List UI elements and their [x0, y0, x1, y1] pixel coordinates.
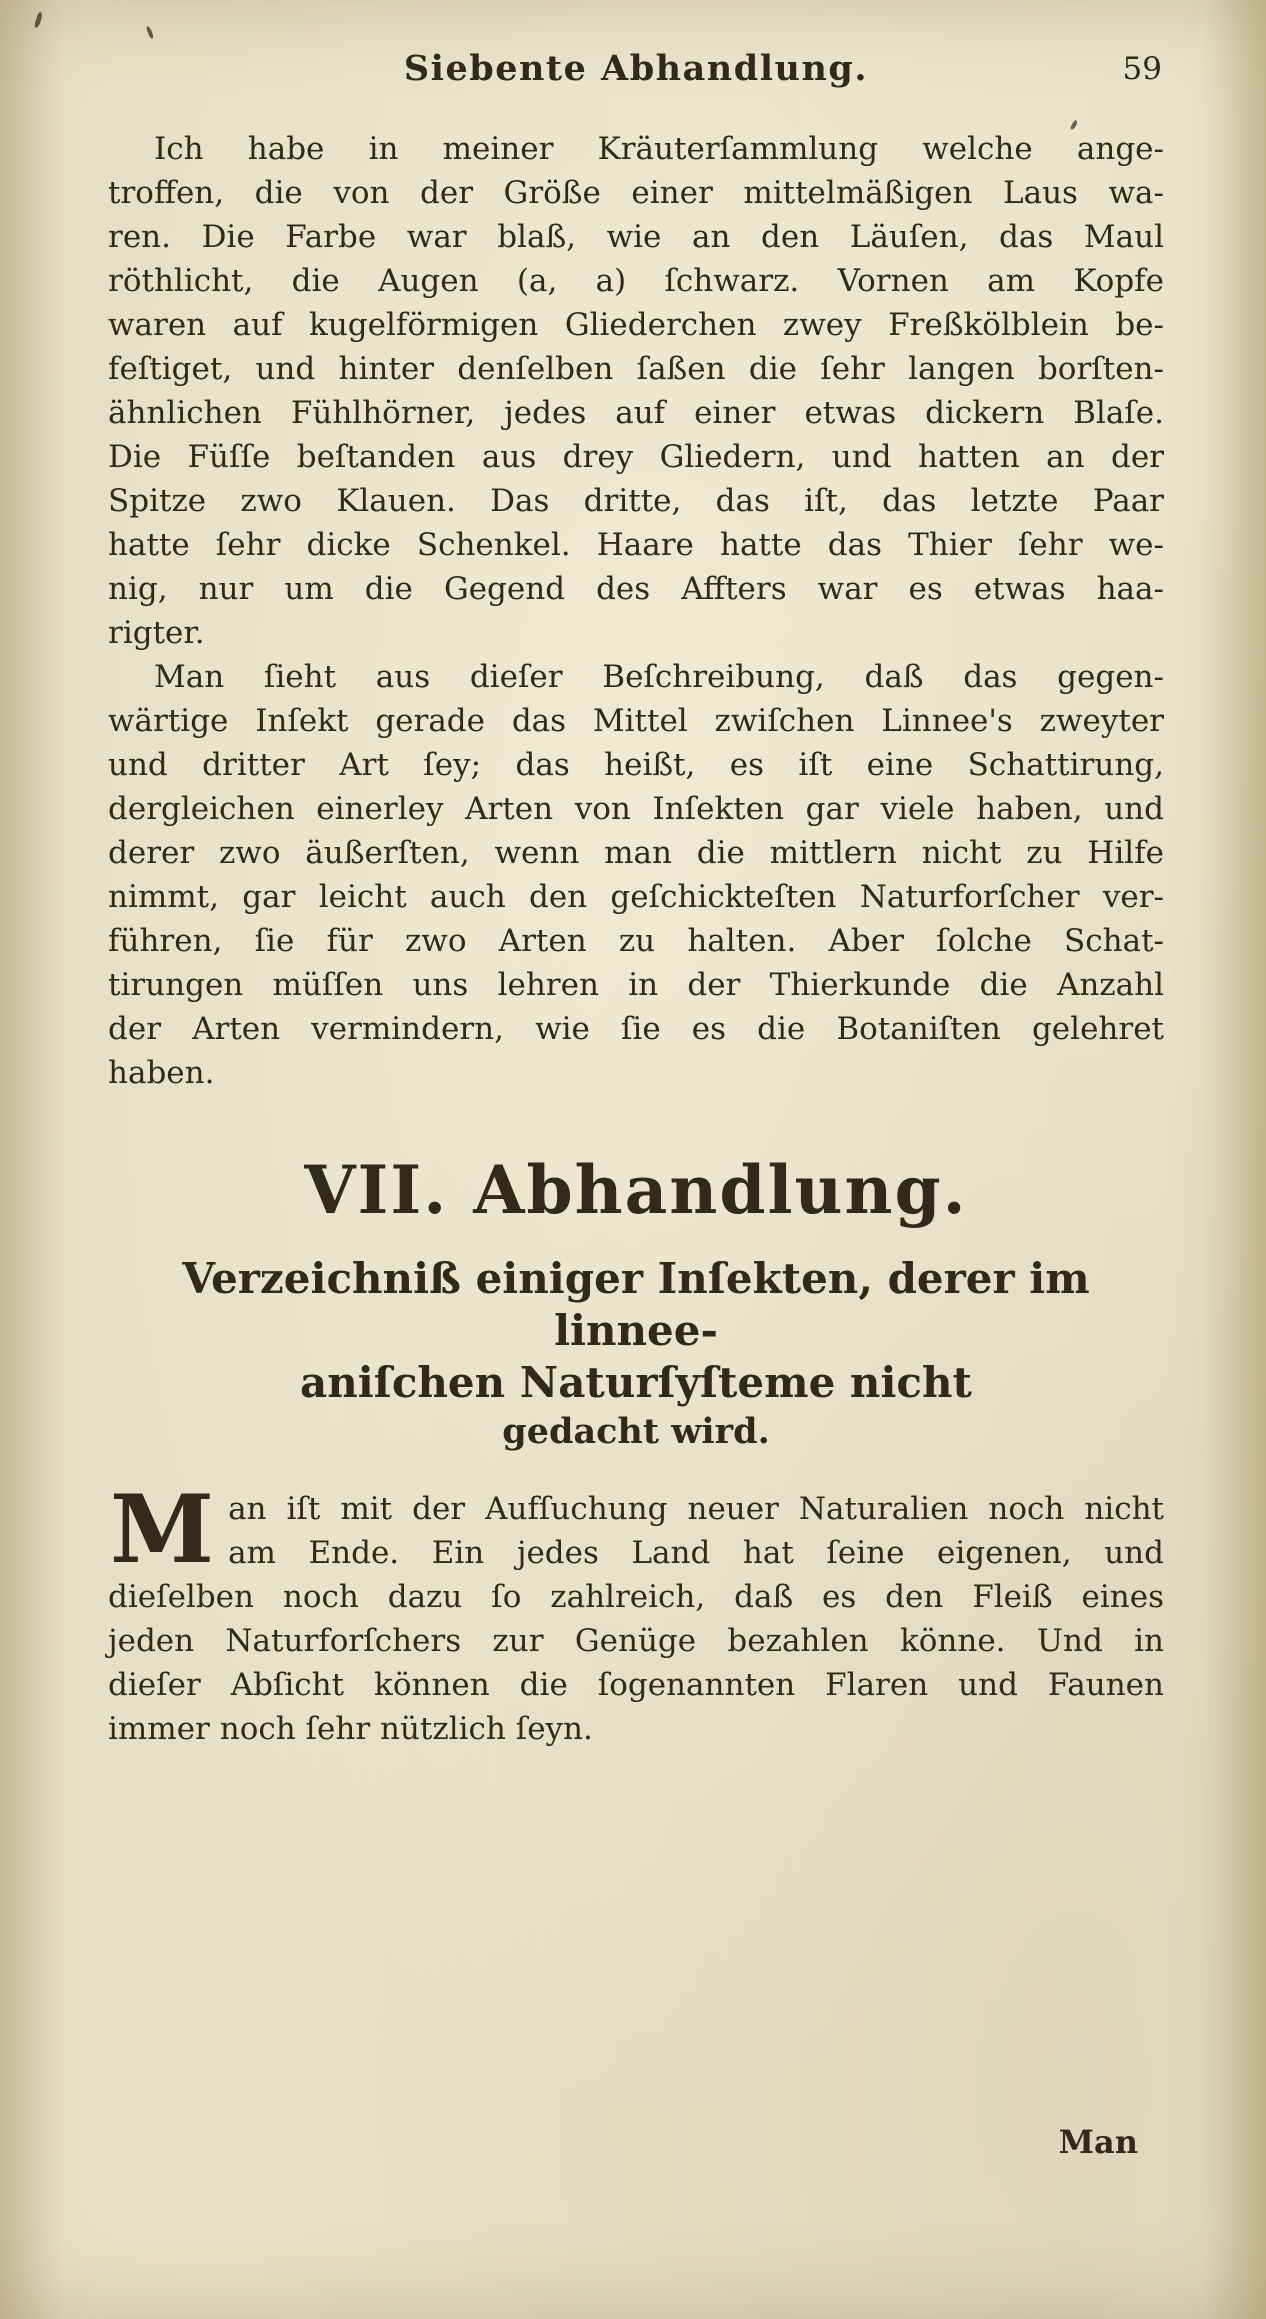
text-line: dergleichen einerley Arten von Inſekten gar viele haben, und [108, 791, 1164, 827]
text-line: gedacht wird. [502, 1411, 770, 1452]
text-line: dieſelben noch dazu ſo zahlreich, daß es den Fleiß eines [108, 1579, 1164, 1615]
text-line: aniſchen Naturſyſteme nicht [300, 1358, 972, 1407]
text-line: dieſer Abſicht können die ſogenannten Flaren und Faunen [108, 1667, 1164, 1703]
paragraph-1 [108, 127, 1164, 655]
text-line: ähnlichen Fühlhörner, jedes auf einer etwas dickern Blaſe. [108, 395, 1164, 431]
text-line: ren. Die Farbe war blaß, wie an den Läuſen, das Maul [108, 219, 1164, 255]
text-line: an iſt mit der Aufſuchung neuer Naturalien noch nicht [228, 1491, 1164, 1527]
ink-speck [34, 12, 44, 29]
page-number: 59 [1122, 51, 1162, 87]
page-header [108, 48, 1164, 89]
text-line: nimmt, gar leicht auch den geſchickteſten Naturforſcher ver- [108, 879, 1164, 915]
text-line: Ich habe in meiner Kräuterſammlung welche ange- [154, 131, 1164, 167]
ink-speck [146, 26, 155, 40]
text-line: und dritter Art ſey; das heißt, es iſt eine Schattirung, [108, 747, 1164, 783]
running-title: Siebente Abhandlung. [403, 48, 869, 89]
text-line: Spitze zwo Klauen. Das dritte, das iſt, das letzte Paar [108, 483, 1164, 519]
paragraph-3-text [108, 1475, 1164, 1751]
section-subheading [108, 1253, 1164, 1455]
text-line: nig, nur um die Gegend des Affters war es etwas haa- [108, 571, 1164, 607]
text-line: waren auf kugelförmigen Gliederchen zwey Freßkölblein be- [108, 307, 1164, 343]
text-line: immer noch ſehr nützlich ſeyn. [108, 1711, 593, 1747]
text-line: Man ſieht aus dieſer Beſchreibung, daß das gegen- [154, 659, 1164, 695]
text-line: hatte ſehr dicke Schenkel. Haare hatte das Thier ſehr we- [108, 527, 1164, 563]
text-line: wärtige Inſekt gerade das Mittel zwiſchen Linnee's zweyter [108, 703, 1164, 739]
text-line: haben. [108, 1055, 215, 1091]
text-line: derer zwo äußerſten, wenn man die mittlern nicht zu Hilfe [108, 835, 1164, 871]
text-line: am Ende. Ein jedes Land hat ſeine eigenen, und [228, 1535, 1164, 1571]
text-line: Die Füſſe beſtanden aus drey Gliedern, und hatten an der [108, 439, 1164, 475]
text-line: tirungen müſſen uns lehren in der Thierkunde die Anzahl [108, 967, 1164, 1003]
catchword: Man [1058, 2123, 1138, 2161]
text-line: jeden Naturforſchers zur Genüge bezahlen könne. Und in [108, 1623, 1164, 1659]
text-line: rigter. [108, 615, 205, 651]
paragraph-2 [108, 655, 1164, 1095]
paragraph-3 [108, 1475, 1164, 1751]
section-heading: VII. Abhandlung. [304, 1151, 968, 1229]
page-body [108, 127, 1164, 1751]
text-line: führen, ſie für zwo Arten zu halten. Aber ſolche Schat- [108, 923, 1164, 959]
text-line: der Arten vermindern, wie ſie es die Botaniſten gelehret [108, 1011, 1164, 1047]
text-line: Verzeichniß einiger Inſekten, derer im linnee- [182, 1254, 1090, 1355]
drop-cap: M [110, 1475, 215, 1585]
text-line: troffen, die von der Größe einer mittelmäßigen Laus wa- [108, 175, 1164, 211]
text-line: röthlicht, die Augen (a, a) ſchwarz. Vornen am Kopfe [108, 263, 1164, 299]
text-line: feſtiget, und hinter denſelben ſaßen die ſehr langen borſten- [108, 351, 1164, 387]
